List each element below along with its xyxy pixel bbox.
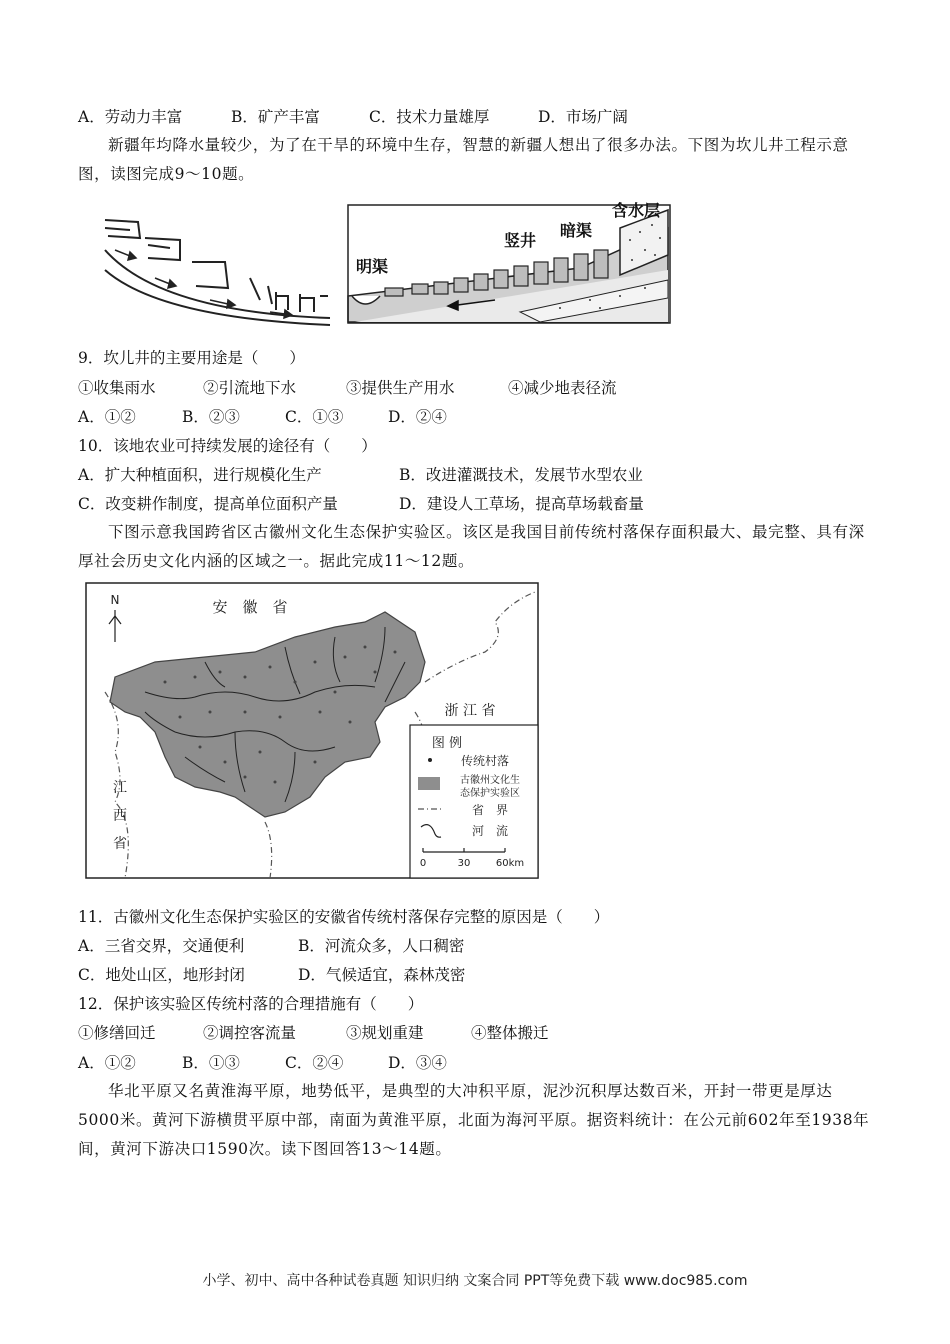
q12-item-2: ②调控客流量 <box>203 1024 297 1042</box>
q12-item-1: ①修缮回迁 <box>78 1024 156 1042</box>
q8-options <box>78 106 628 128</box>
q12-items <box>78 1022 549 1044</box>
q12-stem: 12．保护该实验区传统村落的合理措施有（ ） <box>78 995 424 1013</box>
page-footer: 小学、初中、高中各种试卷真题 知识归纳 文案合同 PPT等免费下载 www.doc985.com <box>202 1273 748 1289</box>
q12-option-a: A．①② <box>78 1054 136 1072</box>
legend-river-label: 河 流 <box>471 824 509 838</box>
huizhou-map <box>85 582 540 880</box>
map-legend <box>410 725 538 878</box>
q10-option-b: B．改进灌溉技术，发展节水型农业 <box>399 466 643 484</box>
q9-item-3: ③提供生产用水 <box>346 379 455 397</box>
q9-option-b: B．②③ <box>182 408 240 426</box>
legend-zone-label-1: 古徽州文化生 <box>460 775 520 786</box>
intro-13-14: 华北平原又名黄淮海平原，地势低平，是典型的大冲积平原，泥沙沉积厚达数百米，开封一带更是厚达5000米。黄河下游横贯平原中部，南面为黄淮平原，北面为海河平原。据资料统计：在公元前602年至1938年间，黄河下游决口1590次。读下图回答13～14题。 <box>78 1082 870 1158</box>
legend-boundary-label: 省 界 <box>471 803 509 817</box>
q9-item-2: ②引流地下水 <box>203 379 297 397</box>
scale-0: 0 <box>419 858 427 869</box>
flow-arrows <box>115 250 292 318</box>
q9-stem: 9．坎儿井的主要用途是（ ） <box>78 349 305 367</box>
jiangxi-label-3: 省 <box>113 836 127 852</box>
q8-option-b: B．矿产丰富 <box>231 108 320 126</box>
aquifer-label: 含水层 <box>611 201 661 220</box>
legend-zone-swatch <box>418 777 440 790</box>
q11-options-row2 <box>78 964 465 986</box>
q10-options-row2 <box>78 493 644 515</box>
dark-canal-label: 暗渠 <box>559 221 593 240</box>
q12-option-d: D．③④ <box>388 1054 447 1072</box>
q10-option-a: A．扩大种植面积，进行规模化生产 <box>78 466 322 484</box>
jiangxi-label-1: 江 <box>113 780 127 796</box>
q10-options-row1 <box>78 464 643 486</box>
q8-option-c: C．技术力量雄厚 <box>369 108 490 126</box>
shaft-label: 竖井 <box>503 231 537 250</box>
q8-option-d: D．市场广阔 <box>538 108 628 126</box>
anhui-label: 安 徽 省 <box>212 598 288 616</box>
open-canal-label: 明渠 <box>355 257 389 276</box>
legend-village-label: 传统村落 <box>460 754 510 768</box>
legend-zone-label-2: 态保护实验区 <box>460 788 520 799</box>
legend-village-dot <box>428 758 432 762</box>
q9-item-4: ④减少地表径流 <box>508 379 617 397</box>
scale-60: 60km <box>495 858 525 869</box>
scale-30: 30 <box>457 858 471 869</box>
q10-option-d: D．建设人工草场，提高草场载畜量 <box>399 495 644 513</box>
q10-option-c: C．改变耕作制度，提高单位面积产量 <box>78 495 338 513</box>
karez-diagram <box>100 200 680 330</box>
q12-item-3: ③规划重建 <box>346 1024 424 1042</box>
karez-cross-section <box>348 205 670 323</box>
q9-option-d: D．②④ <box>388 408 447 426</box>
q9-item-1: ①收集雨水 <box>78 379 156 397</box>
q11-option-d: D．气候适宜，森林茂密 <box>298 966 466 984</box>
q11-options-row1 <box>78 935 464 957</box>
legend-title: 图 例 <box>431 736 463 751</box>
q12-options <box>78 1052 447 1074</box>
intro-9-10: 新疆年均降水量较少，为了在干旱的环境中生存，智慧的新疆人想出了很多办法。下图为坎儿井工程示意图，读图完成9～10题。 <box>78 136 849 183</box>
q10-stem: 10．该地农业可持续发展的途径有（ ） <box>78 437 377 455</box>
jiangxi-label-2: 西 <box>113 808 127 824</box>
q9-option-a: A．①② <box>78 408 136 426</box>
intro-11-12: 下图示意我国跨省区古徽州文化生态保护实验区。该区是我国目前传统村落保存面积最大、最完整、具有深厚社会历史文化内涵的区域之一。据此完成11～12题。 <box>78 523 865 570</box>
q9-options <box>78 406 447 428</box>
q8-option-a: A．劳动力丰富 <box>78 108 183 126</box>
q11-option-b: B．河流众多，人口稠密 <box>298 937 465 955</box>
q11-option-a: A．三省交界，交通便利 <box>78 937 245 955</box>
q9-option-c: C．①③ <box>285 408 344 426</box>
zhejiang-label: 浙 江 省 <box>444 703 496 719</box>
q11-option-c: C．地处山区，地形封闭 <box>78 966 245 984</box>
q12-option-b: B．①③ <box>182 1054 240 1072</box>
karez-perspective-sketch <box>105 220 330 325</box>
north-label: N <box>110 593 120 607</box>
q12-option-c: C．②④ <box>285 1054 344 1072</box>
q11-stem: 11．古徽州文化生态保护实验区的安徽省传统村落保存完整的原因是（ ） <box>78 908 610 926</box>
q9-items <box>78 377 617 399</box>
q12-item-4: ④整体搬迁 <box>471 1024 549 1042</box>
